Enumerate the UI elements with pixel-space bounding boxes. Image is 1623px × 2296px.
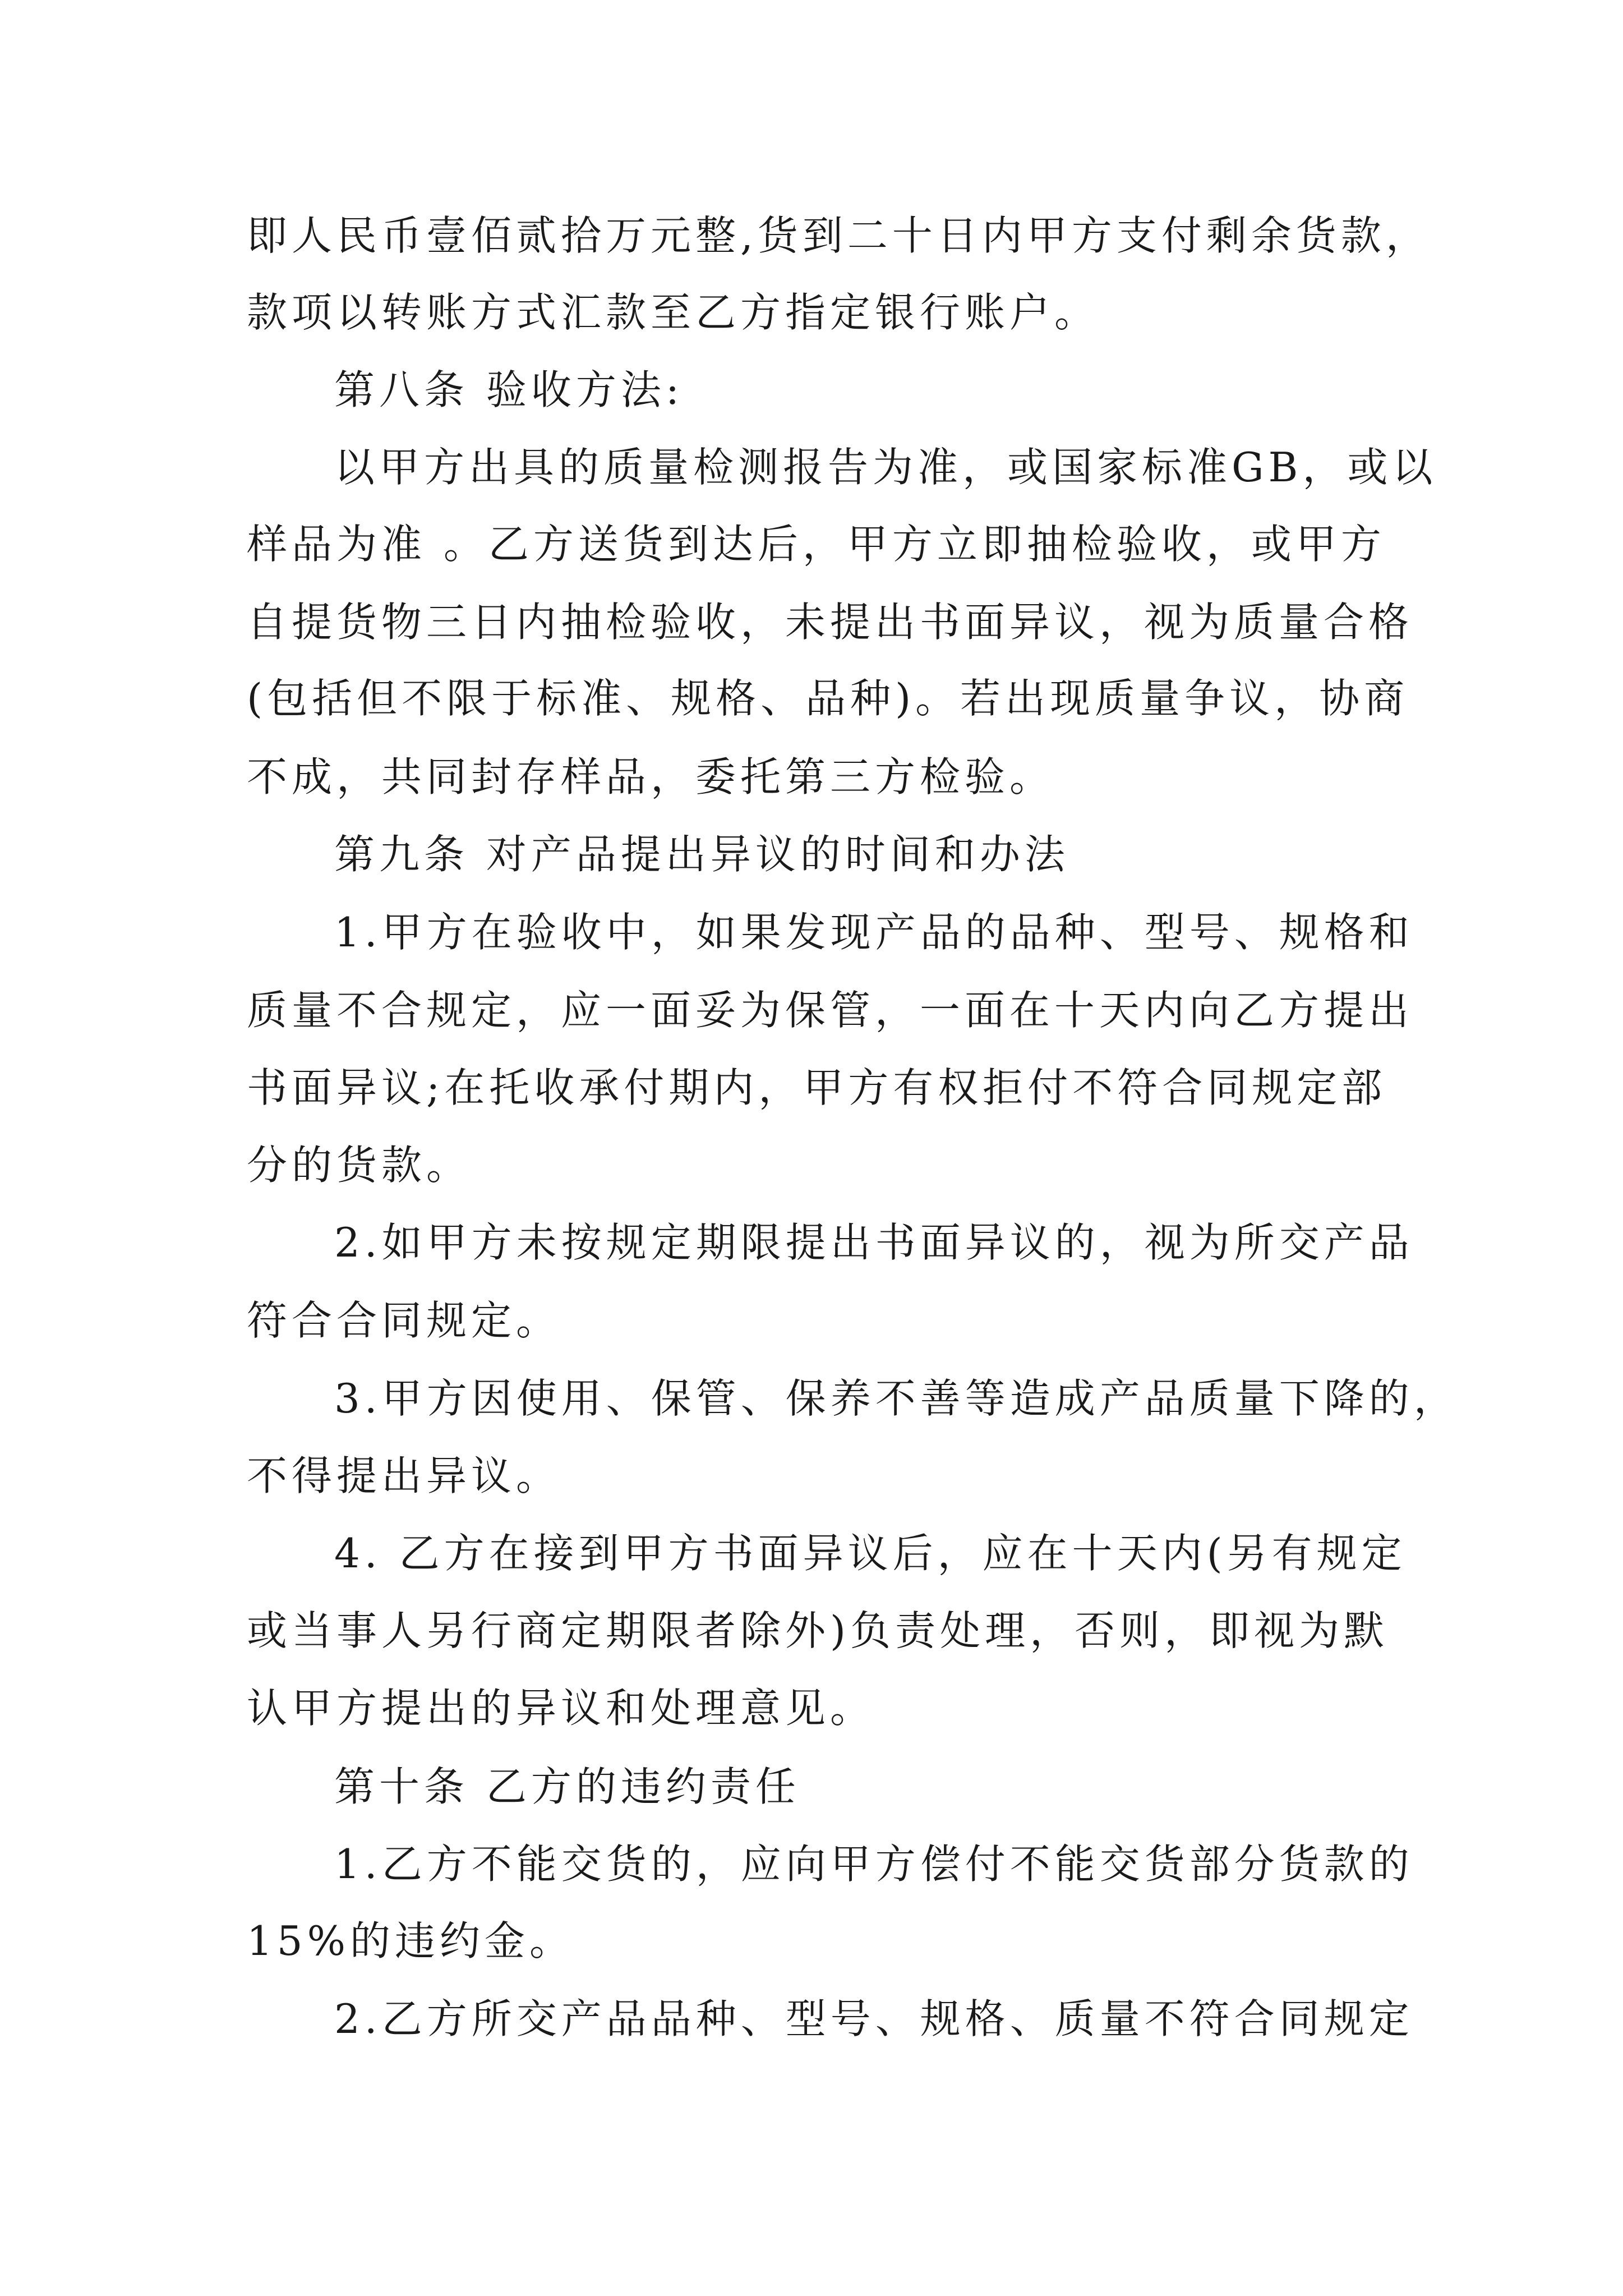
text-line: 以甲方出具的质量检测报告为准，或国家标准GB，或以 — [334, 444, 1437, 491]
text-line: 自提货物三日内抽检验收，未提出书面异议，视为质量合格 — [247, 599, 1414, 646]
section-heading: 第九条 对产品提出异议的时间和办法 — [334, 831, 1069, 878]
text-line: 2.如甲方未按规定期限提出书面异议的，视为所交产品 — [334, 1219, 1414, 1266]
text-line: 符合合同规定。 — [247, 1297, 561, 1344]
text-line: 或当事人另行商定期限者除外)负责处理，否则，即视为默 — [247, 1607, 1389, 1654]
text-line: 15%的违约金。 — [247, 1917, 575, 1964]
text-line: 1.甲方在验收中，如果发现产品的品种、型号、规格和 — [334, 909, 1414, 956]
text-line: (包括但不限于标准、规格、品种)。若出现质量争议，协商 — [247, 675, 1409, 722]
text-line: 款项以转账方式汇款至乙方指定银行账户。 — [247, 289, 1100, 336]
text-line: 3.甲方因使用、保管、保养不善等造成产品质量下降的， — [334, 1375, 1459, 1422]
text-line: 2.乙方所交产品品种、型号、规格、质量不符合同规定 — [334, 1995, 1414, 2042]
text-line: 不成，共同封存样品，委托第三方检验。 — [247, 753, 1055, 800]
text-line: 书面异议;在托收承付期内，甲方有权拒付不符合同规定部 — [247, 1064, 1387, 1111]
section-heading: 第十条 乙方的违约责任 — [334, 1763, 800, 1810]
text-line: 不得提出异议。 — [247, 1452, 561, 1499]
text-line: 认甲方提出的异议和处理意见。 — [247, 1685, 875, 1732]
section-heading: 第八条 验收方法: — [334, 366, 684, 413]
text-line: 1.乙方不能交货的，应向甲方偿付不能交货部分货款的 — [334, 1841, 1414, 1888]
text-line: 质量不合规定，应一面妥为保管，一面在十天内向乙方提出 — [247, 987, 1414, 1034]
text-line: 分的货款。 — [247, 1142, 472, 1189]
text-line: 样品为准 。乙方送货到达后，甲方立即抽检验收，或甲方 — [247, 521, 1386, 568]
text-line: 4. 乙方在接到甲方书面异议后，应在十天内(另有规定 — [334, 1530, 1407, 1577]
text-line: 即人民币壹佰贰拾万元整,货到二十日内甲方支付剩余货款， — [247, 212, 1431, 259]
